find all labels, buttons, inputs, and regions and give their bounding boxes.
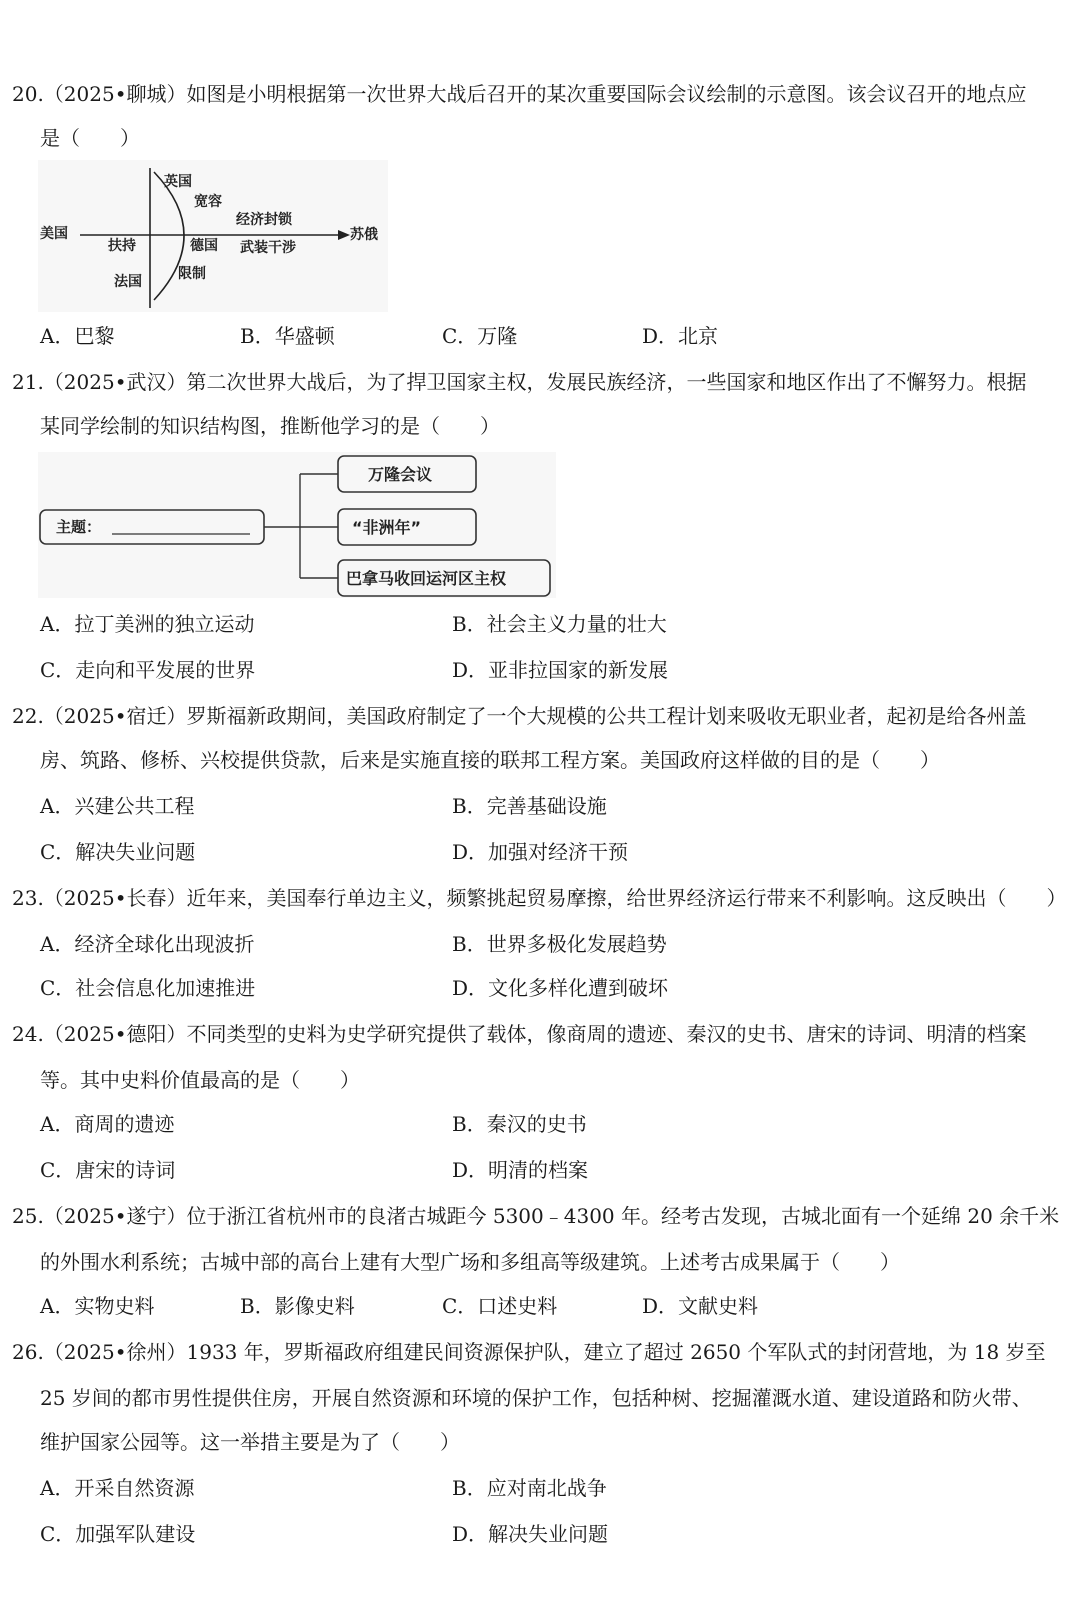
q20-option-b[interactable]: B．华盛顿 [240,324,335,348]
q22-option-d[interactable]: D．加强对经济干预 [452,840,629,864]
q21-diagram [38,452,556,598]
q26-stem-line1: 26.（2025•徐州）1933 年，罗斯福政府组建民间资源保护队，建立了超过 2650 个军队式的封闭营地，为 18 岁至 [12,1340,1046,1364]
q20-stem-line2: 是（ ） [40,126,140,150]
diagram-lenient: 宽容 [194,194,222,210]
q21-option-a[interactable]: A．拉丁美洲的独立运动 [40,612,255,636]
diagram-support: 扶持 [108,238,136,254]
q22-option-b[interactable]: B．完善基础设施 [452,794,607,818]
q23-option-d[interactable]: D．文化多样化遭到破坏 [452,976,669,1000]
q21-stem-line2: 某同学绘制的知识结构图，推断他学习的是（ ） [40,414,500,438]
q26-option-b[interactable]: B．应对南北战争 [452,1476,607,1500]
q24-option-a[interactable]: A．商周的遗迹 [40,1112,175,1136]
q22-stem-line2: 房、筑路、修桥、兴校提供贷款，后来是实施直接的联邦工程方案。美国政府这样做的目的是（ ） [40,748,940,772]
diagram-box-panama: 巴拿马收回运河区主权 [346,569,507,588]
q26-option-d[interactable]: D．解决失业问题 [452,1522,609,1546]
q24-option-b[interactable]: B．秦汉的史书 [452,1112,587,1136]
q26-stem-line3: 维护国家公园等。这一举措主要是为了（ ） [40,1430,460,1454]
diagram-restrict: 限制 [178,266,206,282]
q26-option-a[interactable]: A．开采自然资源 [40,1476,195,1500]
q23-option-a[interactable]: A．经济全球化出现波折 [40,932,255,956]
q25-option-a[interactable]: A．实物史料 [40,1294,155,1318]
q20-option-d[interactable]: D．北京 [642,324,719,348]
q20-option-c[interactable]: C．万隆 [442,324,518,348]
diagram-france: 法国 [114,274,142,290]
q23-option-c[interactable]: C．社会信息化加速推进 [40,976,256,1000]
q23-stem-line1: 23.（2025•长春）近年来，美国奉行单边主义，频繁挑起贸易摩擦，给世界经济运行带来不利影响。这反映出（ ） [12,886,1067,910]
q24-stem-line1: 24.（2025•德阳）不同类型的史料为史学研究提供了载体，像商周的遗迹、秦汉的史书、唐宋的诗词、明清的档案 [12,1022,1027,1046]
q24-option-c[interactable]: C．唐宋的诗词 [40,1158,176,1182]
diagram-uk: 英国 [164,174,192,190]
diagram-box-bandung: 万隆会议 [368,465,433,484]
diagram-box-africa-year: “非洲年” [352,518,422,537]
diagram-theme-label: 主题： [56,518,102,536]
q25-stem-line1: 25.（2025•遂宁）位于浙江省杭州市的良渚古城距今 5300﹣4300 年。经考古发现，古城北面有一个延绵 20 余千米 [12,1204,1060,1228]
q26-stem-line2: 25 岁间的都市男性提供住房，开展自然资源和环境的保护工作，包括种树、挖掘灌溉水道、建设道路和防火带、 [40,1386,1032,1410]
q20-diagram [38,160,388,312]
q21-stem-line1: 21.（2025•武汉）第二次世界大战后，为了捍卫国家主权，发展民族经济，一些国家和地区作出了不懈努力。根据 [12,370,1027,394]
q21-option-c[interactable]: C．走向和平发展的世界 [40,658,256,682]
q22-option-a[interactable]: A．兴建公共工程 [40,794,195,818]
q25-stem-line2: 的外围水利系统；古城中部的高台上建有大型广场和多组高等级建筑。上述考古成果属于（ ） [40,1250,900,1274]
q20-stem-line1: 20.（2025•聊城）如图是小明根据第一次世界大战后召开的某次重要国际会议绘制的示意图。该会议召开的地点应 [12,82,1027,106]
diagram-soviet: 苏俄 [350,227,378,243]
q25-option-c[interactable]: C．口述史料 [442,1294,558,1318]
q23-option-b[interactable]: B．世界多极化发展趋势 [452,932,667,956]
diagram-usa: 美国 [40,226,68,242]
q22-option-c[interactable]: C．解决失业问题 [40,840,196,864]
q26-option-c[interactable]: C．加强军队建设 [40,1522,196,1546]
q21-option-b[interactable]: B．社会主义力量的壮大 [452,612,667,636]
q21-option-d[interactable]: D．亚非拉国家的新发展 [452,658,669,682]
diagram-armed: 武装干涉 [240,240,296,256]
q24-option-d[interactable]: D．明清的档案 [452,1158,589,1182]
q24-stem-line2: 等。其中史料价值最高的是（ ） [40,1068,360,1092]
diagram-blockade: 经济封锁 [236,212,292,228]
q20-option-a[interactable]: A．巴黎 [40,324,115,348]
q22-stem-line1: 22.（2025•宿迁）罗斯福新政期间，美国政府制定了一个大规模的公共工程计划来吸收无职业者，起初是给各州盖 [12,704,1027,728]
diagram-germany: 德国 [190,238,218,254]
q25-option-d[interactable]: D．文献史料 [642,1294,759,1318]
q25-option-b[interactable]: B．影像史料 [240,1294,355,1318]
